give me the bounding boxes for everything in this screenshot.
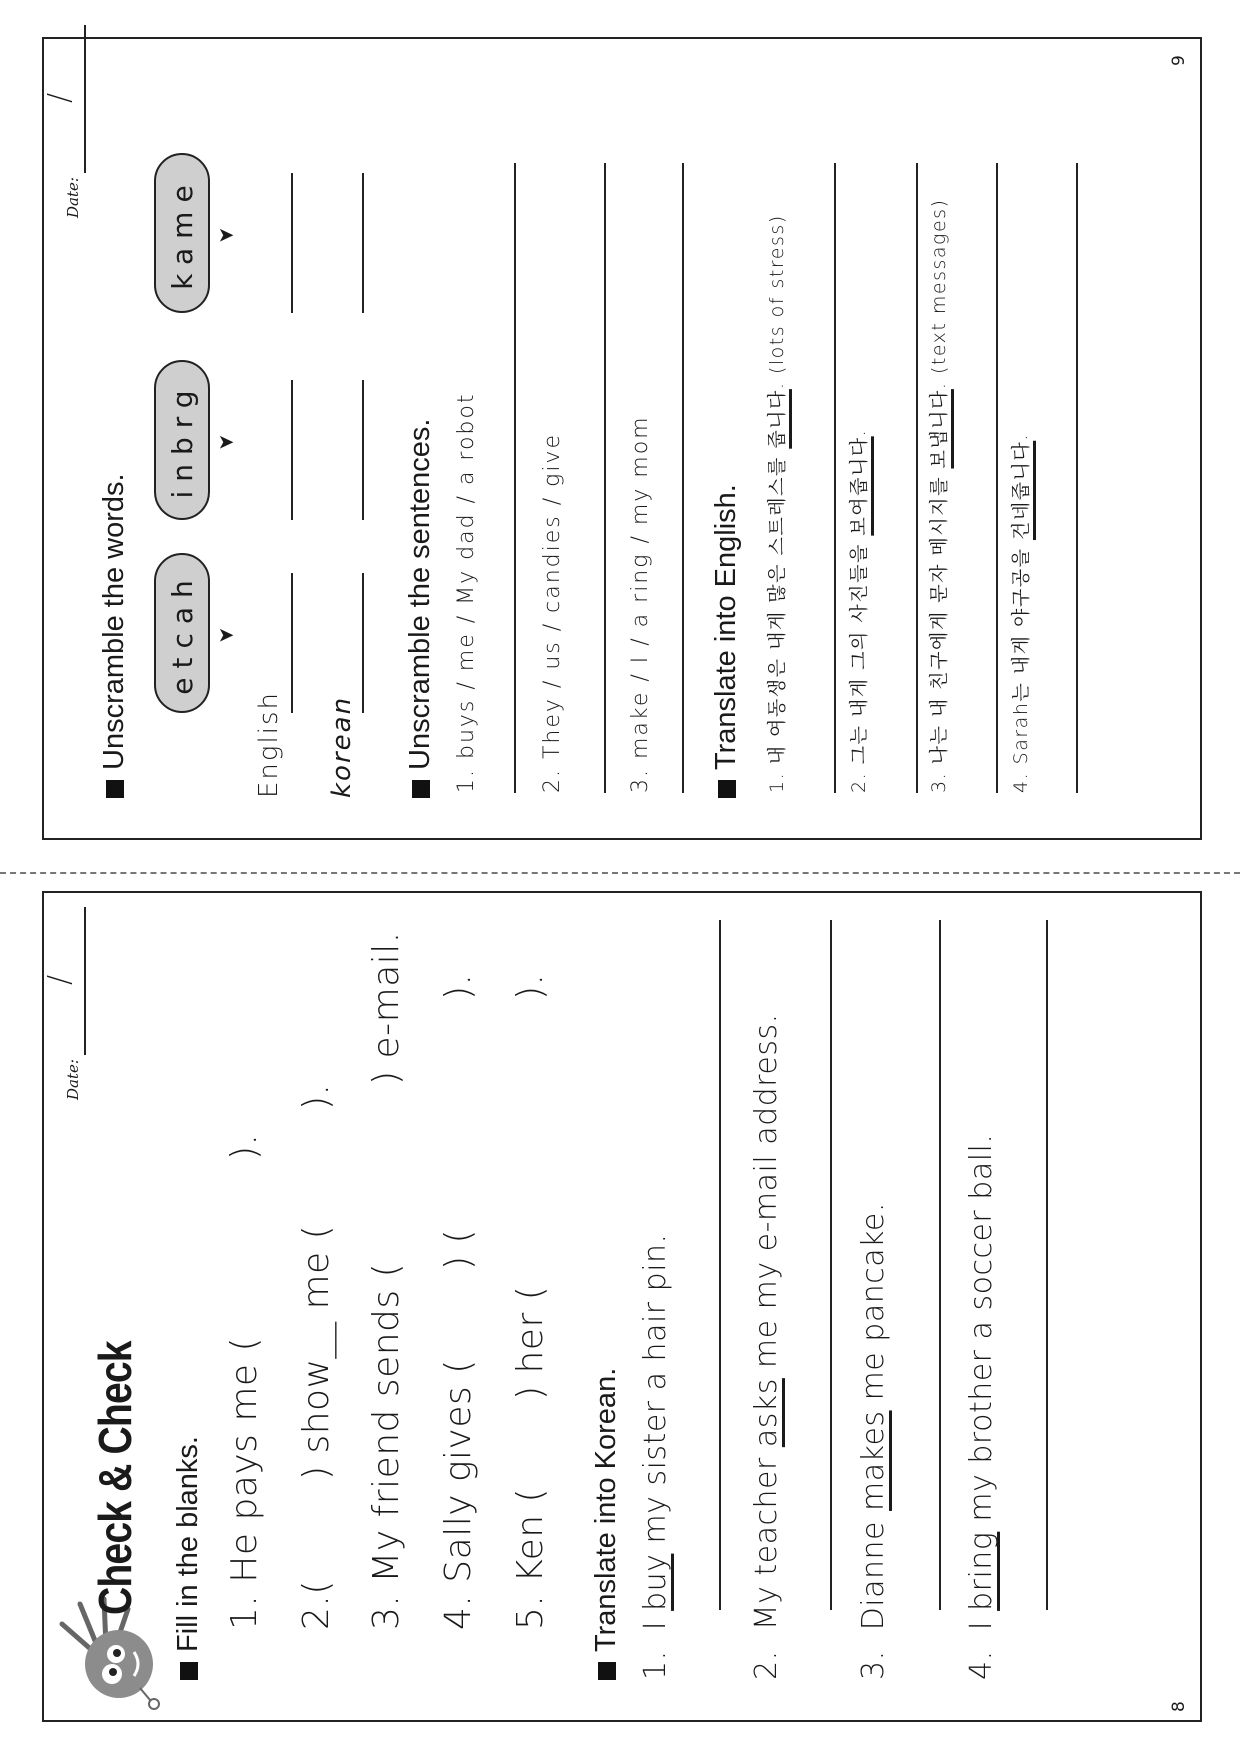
fill-item-5-end: ). — [510, 973, 551, 1000]
row-label-english: English — [254, 691, 284, 798]
page-number: 8 — [1169, 1701, 1189, 1712]
fill-item-2-end: ). — [296, 1083, 337, 1110]
translate-item-1: 1. I buy my sister a hair pin. — [638, 1233, 673, 1680]
row-label-korean: korean — [327, 695, 357, 798]
fill-item-3: 3. My friend sends ( — [366, 1262, 407, 1630]
scrambled-word-1: etcah — [154, 553, 210, 713]
translate-item-4: 4. I bring my brother a soccer ball. — [964, 1133, 999, 1680]
fill-item-1-end: ). — [224, 1133, 265, 1160]
answer-line-2 — [830, 920, 832, 1610]
fill-item-3-end: ) e-mail. — [366, 931, 407, 1085]
answer-blank — [291, 573, 293, 713]
date-separator: / — [42, 974, 77, 985]
date-line — [84, 25, 86, 173]
sentence-3: 3. make / I / a ring / my mom — [628, 415, 653, 793]
translate-item-3: 3. Dianne makes me pancake. — [856, 1202, 891, 1680]
unscramble-sentences-heading: Unscramble the sentences. — [404, 419, 437, 798]
fill-item-2-mid: ) show__ me ( — [296, 1224, 337, 1480]
answer-line-1 — [719, 920, 721, 1610]
fill-item-5: 5. Ken ( — [510, 1487, 551, 1630]
scrambled-word-3: kame — [154, 153, 210, 313]
answer-line — [604, 163, 606, 793]
fill-item-4-end: ). — [438, 973, 479, 1000]
right-page — [42, 37, 1202, 840]
translate-item-2: 2. My teacher asks me my e-mail address. — [749, 1013, 784, 1680]
korean-item-4: 4. Sarah는 내게 야구공을 건네줍니다. — [1010, 433, 1032, 793]
date-label: Date: — [64, 177, 82, 218]
answer-line — [1076, 163, 1078, 793]
answer-blank — [362, 573, 364, 713]
answer-line-4 — [1046, 920, 1048, 1610]
fill-heading: Fill in the blanks. — [172, 1436, 205, 1680]
unscramble-words-heading: Unscramble the words. — [98, 473, 131, 798]
answer-line — [682, 163, 684, 793]
page-number: 9 — [1169, 55, 1189, 66]
left-page — [42, 891, 1202, 1722]
down-arrow-icon: ➤ — [217, 429, 235, 454]
answer-blank — [291, 173, 293, 313]
answer-blank — [291, 380, 293, 520]
korean-item-2: 2. 그는 내게 그의 사진들을 보여줍니다. — [848, 428, 870, 793]
korean-item-3: 3. 나는 내 친구에게 문자 메시지를 보냅니다. (text messages) — [928, 198, 950, 793]
scrambled-word-2: inbrg — [154, 360, 210, 520]
fill-item-5-mid: ) her ( — [510, 1285, 551, 1400]
date-line — [84, 907, 86, 1055]
answer-line — [916, 163, 918, 793]
page-divider — [0, 872, 1240, 874]
answer-line — [834, 163, 836, 793]
answer-line-3 — [939, 920, 941, 1610]
page-title: Check & Check — [89, 1341, 141, 1615]
sentence-2: 2. They / us / candies / give — [540, 433, 565, 793]
answer-line — [514, 163, 516, 793]
korean-item-1: 1. 내 여동생은 내게 많은 스트레스를 줍니다. (lots of stress) — [766, 214, 788, 793]
fill-item-4: 4. Sally gives ( — [438, 1359, 479, 1630]
answer-blank — [362, 380, 364, 520]
date-label: Date: — [64, 1059, 82, 1100]
answer-blank — [362, 173, 364, 313]
fill-item-4-mid: ) ( — [438, 1228, 479, 1270]
answer-line — [996, 163, 998, 793]
fill-item-1: 1. He pays me ( — [224, 1336, 265, 1630]
date-separator: / — [42, 92, 77, 103]
sentence-1: 1. buys / me / My dad / a robot — [454, 392, 479, 793]
down-arrow-icon: ➤ — [217, 222, 235, 247]
fill-item-2: 2.( — [296, 1580, 337, 1630]
down-arrow-icon: ➤ — [217, 622, 235, 647]
translate-english-heading: Translate into English. — [710, 484, 743, 798]
translate-korean-heading: Translate into Korean. — [590, 1368, 623, 1680]
